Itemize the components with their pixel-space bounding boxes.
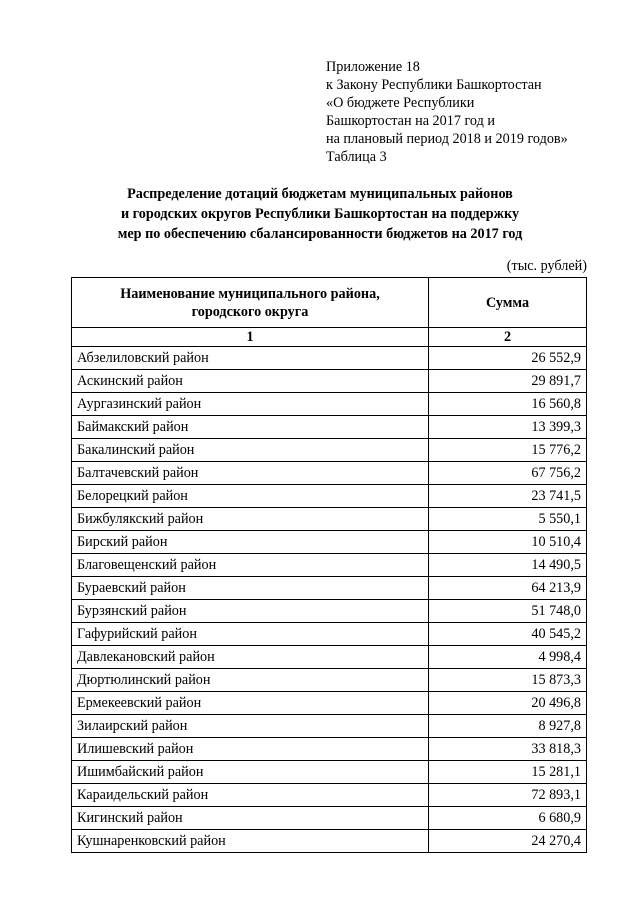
sum-cell: 14 490,5 [429, 554, 587, 577]
table-row [72, 416, 587, 439]
district-name-cell: Караидельский район [72, 784, 429, 807]
sum-cell: 29 891,7 [429, 370, 587, 393]
table-body [72, 347, 587, 853]
table-row [72, 508, 587, 531]
table-row [72, 347, 587, 370]
units-label: (тыс. рублей) [506, 258, 587, 274]
sum-cell: 13 399,3 [429, 416, 587, 439]
table-row [72, 577, 587, 600]
table-row [72, 531, 587, 554]
annex-line: «О бюджете Республики [326, 95, 475, 111]
sum-cell: 6 680,9 [429, 807, 587, 830]
header-name-cell [72, 278, 429, 328]
sum-cell: 16 560,8 [429, 393, 587, 416]
document-title [60, 184, 580, 244]
table-header-row [72, 278, 587, 328]
sum-cell: 15 873,3 [429, 669, 587, 692]
table-row [72, 439, 587, 462]
sum-cell: 23 741,5 [429, 485, 587, 508]
sum-cell: 33 818,3 [429, 738, 587, 761]
annex-line: Приложение 18 [326, 59, 420, 75]
sum-cell: 64 213,9 [429, 577, 587, 600]
district-name-cell: Илишевский район [72, 738, 429, 761]
column-number-1: 1 [72, 328, 429, 347]
sum-cell: 5 550,1 [429, 508, 587, 531]
table-row [72, 554, 587, 577]
table-row [72, 485, 587, 508]
annex-line: к Закону Республики Башкортостан [326, 77, 542, 93]
district-name-cell: Зилаирский район [72, 715, 429, 738]
district-name-cell: Кушнаренковский район [72, 830, 429, 853]
table-row [72, 692, 587, 715]
column-number-2: 2 [429, 328, 587, 347]
sum-cell: 8 927,8 [429, 715, 587, 738]
table-row [72, 715, 587, 738]
table-row [72, 462, 587, 485]
district-name-cell: Бирский район [72, 531, 429, 554]
sum-cell: 15 776,2 [429, 439, 587, 462]
district-name-cell: Абзелиловский район [72, 347, 429, 370]
table-row [72, 646, 587, 669]
district-name-cell: Давлекановский район [72, 646, 429, 669]
table-number: Таблица 3 [326, 149, 387, 165]
table-row [72, 830, 587, 853]
district-name-cell: Гафурийский район [72, 623, 429, 646]
district-name-cell: Белорецкий район [72, 485, 429, 508]
district-name-cell: Бурзянский район [72, 600, 429, 623]
title-line: и городских округов Республики Башкортостан на поддержку [120, 206, 520, 222]
sum-cell: 4 998,4 [429, 646, 587, 669]
table-row [72, 370, 587, 393]
sum-cell: 10 510,4 [429, 531, 587, 554]
district-name-cell: Балтачевский район [72, 462, 429, 485]
sum-cell: 20 496,8 [429, 692, 587, 715]
annex-block [326, 58, 568, 166]
sum-cell: 51 748,0 [429, 600, 587, 623]
district-name-cell: Аскинский район [72, 370, 429, 393]
table-row [72, 807, 587, 830]
table-row [72, 623, 587, 646]
header-sum-cell: Сумма [429, 278, 587, 328]
sum-cell: 24 270,4 [429, 830, 587, 853]
annex-line: Башкортостан на 2017 год и [326, 113, 495, 129]
sum-cell: 72 893,1 [429, 784, 587, 807]
header-name-line: Наименование муниципального района, [120, 285, 380, 302]
table-row [72, 600, 587, 623]
district-name-cell: Баймакский район [72, 416, 429, 439]
district-name-cell: Кигинский район [72, 807, 429, 830]
district-name-cell: Дюртюлинский район [72, 669, 429, 692]
annex-line: на плановый период 2018 и 2019 годов» [326, 131, 568, 147]
table-row [72, 393, 587, 416]
sum-cell: 26 552,9 [429, 347, 587, 370]
table-row [72, 761, 587, 784]
table-row [72, 784, 587, 807]
district-name-cell: Аургазинский район [72, 393, 429, 416]
title-line: Распределение дотаций бюджетам муниципальных районов [127, 186, 513, 202]
table-row [72, 738, 587, 761]
table-row [72, 669, 587, 692]
sum-cell: 40 545,2 [429, 623, 587, 646]
sum-cell: 67 756,2 [429, 462, 587, 485]
district-name-cell: Бакалинский район [72, 439, 429, 462]
district-name-cell: Благовещенский район [72, 554, 429, 577]
title-line: мер по обеспечению сбалансированности бюджетов на 2017 год [117, 226, 523, 242]
district-name-cell: Ермекеевский район [72, 692, 429, 715]
district-name-cell: Бижбулякский район [72, 508, 429, 531]
distribution-table [71, 277, 587, 853]
header-name-line: городского округа [191, 303, 309, 320]
sum-cell: 15 281,1 [429, 761, 587, 784]
district-name-cell: Бураевский район [72, 577, 429, 600]
district-name-cell: Ишимбайский район [72, 761, 429, 784]
column-number-row [72, 328, 587, 347]
